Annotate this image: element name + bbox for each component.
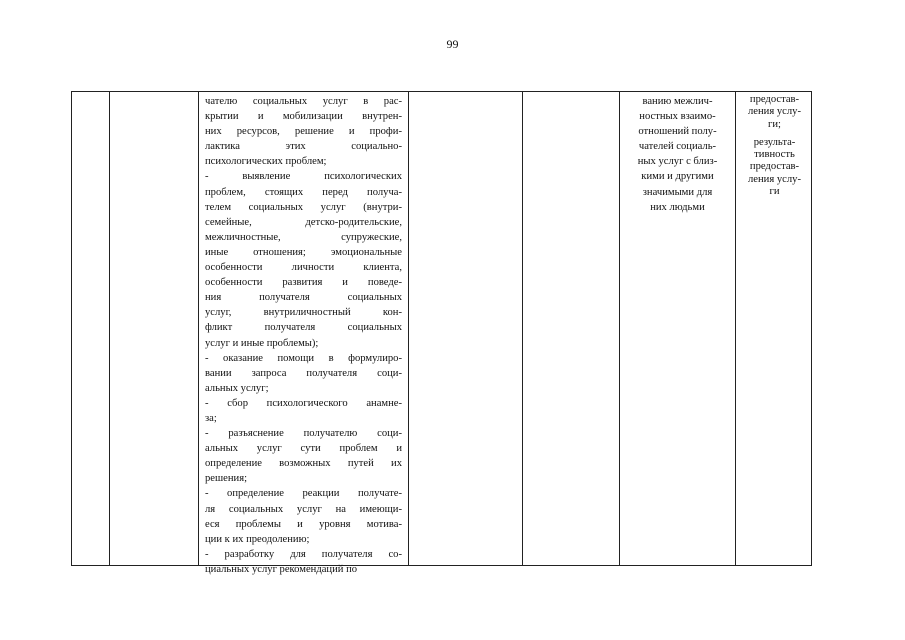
- text-line: семейные, детско-родительские,: [205, 216, 402, 228]
- text-line: психологических проблем;: [205, 156, 327, 168]
- text-line: еся проблемы и уровня мотива-: [205, 518, 402, 530]
- text-line: тивность: [754, 149, 795, 161]
- text-line: особенности развития и поведе-: [205, 277, 402, 289]
- text-line: чателей социаль-: [638, 141, 717, 153]
- service-content-text: [205, 94, 402, 577]
- text-line: значимыми для: [642, 186, 713, 198]
- text-line: телем социальных услуг (внутри-: [205, 201, 402, 213]
- table-column-7: [736, 92, 813, 565]
- service-result-text: [623, 94, 732, 215]
- text-line: ги: [769, 186, 780, 198]
- text-line: - сбор психологического анамне-: [205, 397, 402, 409]
- text-line: ления услу-: [748, 173, 801, 185]
- text-line: циальных услуг рекомендаций по: [205, 563, 358, 575]
- text-line: - выявление психологических: [205, 171, 402, 183]
- text-line: решения;: [205, 473, 248, 485]
- text-line: ления услу-: [748, 106, 801, 118]
- text-line: межличностные, супружеские,: [205, 231, 402, 243]
- text-line: ля социальных услуг на имеющи-: [205, 503, 402, 515]
- text-line: - разъяснение получателю соци-: [205, 428, 402, 440]
- text-line: них людьми: [650, 201, 705, 213]
- text-line: вании запроса получателя соци-: [205, 367, 402, 379]
- text-line: предостав-: [749, 94, 800, 105]
- text-line: кими и другими: [641, 171, 714, 183]
- text-line: предостав-: [749, 161, 800, 173]
- table-column-2: [110, 92, 199, 565]
- text-line: фликт получателя социальных: [205, 322, 402, 334]
- text-line: ния получателя социальных: [205, 292, 402, 304]
- table-column-4: [409, 92, 523, 565]
- text-line: определение возможных путей их: [205, 458, 402, 470]
- table-column-1: [72, 92, 110, 565]
- text-line: ванию межлич-: [642, 96, 713, 107]
- text-line: альных услуг сути проблем и: [205, 443, 402, 455]
- text-line: чателю социальных услуг в рас-: [205, 96, 402, 107]
- text-line: ги;: [768, 118, 781, 130]
- text-line: них ресурсов, решение и профи-: [205, 126, 402, 138]
- text-line: лактика этих социально-: [205, 141, 402, 153]
- text-line: за;: [205, 412, 217, 424]
- text-line: крытии и мобилизации внутрен-: [205, 111, 402, 123]
- table-column-6: [620, 92, 736, 565]
- table-column-5: [523, 92, 620, 565]
- text-line: - разработку для получателя со-: [205, 548, 402, 560]
- text-line: ции к их преодолению;: [205, 533, 310, 545]
- text-line: услуг, внутриличностный кон-: [205, 307, 402, 319]
- text-line: результа-: [753, 136, 796, 148]
- text-line: проблем, стоящих перед получа-: [205, 186, 402, 198]
- page-number: 99: [446, 37, 459, 51]
- quality-indicators-text: [738, 94, 811, 198]
- table-column-3: [199, 92, 409, 575]
- continuation-table: [71, 91, 812, 575]
- text-line: особенности личности клиента,: [205, 262, 402, 274]
- text-line: отношений полу-: [638, 126, 717, 138]
- text-line: альных услуг;: [205, 382, 269, 394]
- text-line: ностных взаимо-: [639, 111, 716, 123]
- text-line: иные отношения; эмоциональные: [205, 246, 402, 258]
- text-line: услуг и иные проблемы);: [205, 337, 319, 349]
- text-line: - оказание помощи в формулиро-: [205, 352, 402, 364]
- text-line: - определение реакции получате-: [205, 488, 402, 500]
- text-line: ных услуг с близ-: [637, 156, 718, 168]
